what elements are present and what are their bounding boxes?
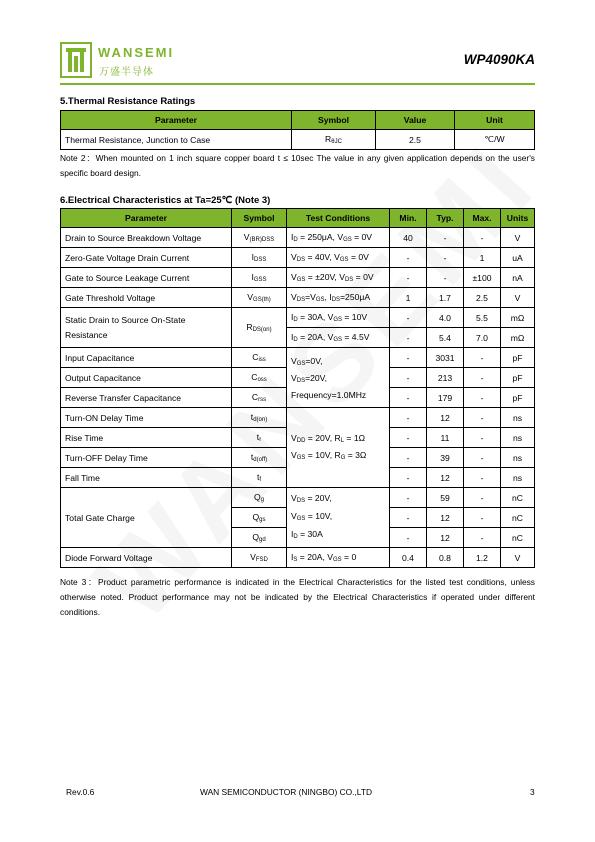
col-max: Max. bbox=[464, 209, 501, 228]
brand-name: WANSEMI bbox=[98, 45, 175, 60]
typ-cell: 39 bbox=[427, 448, 464, 468]
unit-cell: nC bbox=[501, 528, 535, 548]
col-parameter: Parameter bbox=[61, 111, 292, 130]
condition-cell: $V_{GS} = \pm 20V$, $V_{DS} = 0V$ bbox=[287, 268, 390, 288]
footer-page-number: 3 bbox=[530, 787, 535, 797]
symbol-cell: $C_{oss}$ bbox=[232, 368, 287, 388]
parameter-cell: Zero-Gate Voltage Drain Current bbox=[61, 248, 232, 268]
unit-cell: V bbox=[501, 288, 535, 308]
unit-cell: nC bbox=[501, 508, 535, 528]
min-cell: - bbox=[390, 308, 427, 328]
col-units: Units bbox=[501, 209, 535, 228]
unit-cell: pF bbox=[501, 388, 535, 408]
max-cell: 2.5 bbox=[464, 288, 501, 308]
unit-cell: ns bbox=[501, 468, 535, 488]
symbol-cell: $V_{(BR)DSS}$ bbox=[232, 228, 287, 248]
parameter-cell: Static Drain to Source On-State Resistance bbox=[61, 308, 232, 348]
unit-cell: mΩ bbox=[501, 328, 535, 348]
table-row bbox=[61, 288, 535, 308]
typ-cell: 213 bbox=[427, 368, 464, 388]
unit-cell: ns bbox=[501, 428, 535, 448]
max-cell: - bbox=[464, 388, 501, 408]
max-cell: - bbox=[464, 228, 501, 248]
table-row bbox=[61, 268, 535, 288]
col-typ: Typ. bbox=[427, 209, 464, 228]
min-cell: - bbox=[390, 348, 427, 368]
parameter-cell: Total Gate Charge bbox=[61, 488, 232, 548]
max-cell: ±100 bbox=[464, 268, 501, 288]
min-cell: - bbox=[390, 528, 427, 548]
max-cell: - bbox=[464, 448, 501, 468]
typ-cell: - bbox=[427, 248, 464, 268]
symbol-cell: $t_f$ bbox=[232, 468, 287, 488]
condition-cell: $I_S = 20A$, $V_{GS} = 0$ bbox=[287, 548, 390, 568]
note-3: Note 3：Product parametric performance is indicated in the Electrical Characteristics for the listed test conditions, unless otherwise noted. Product performance may not be indicated by the Electrical Characteristics if operated under different conditions. bbox=[60, 577, 535, 617]
symbol-cell: $I_{GSS}$ bbox=[232, 268, 287, 288]
typ-cell: 0.8 bbox=[427, 548, 464, 568]
thermal-section-title: 5.Thermal Resistance Ratings bbox=[60, 96, 196, 107]
typ-cell: 179 bbox=[427, 388, 464, 408]
table-row bbox=[61, 248, 535, 268]
parameter-cell: Diode Forward Voltage bbox=[61, 548, 232, 568]
table-row bbox=[61, 548, 535, 568]
max-cell: - bbox=[464, 528, 501, 548]
col-parameter: Parameter bbox=[61, 209, 232, 228]
condition-cell: $V_{GS}=0V$, $V_{DS}=20V$, Frequency=1.0MHz bbox=[287, 348, 390, 408]
typ-cell: 1.7 bbox=[427, 288, 464, 308]
unit-cell: V bbox=[501, 548, 535, 568]
brand-name-cn: 万盛半导体 bbox=[99, 67, 154, 78]
condition-cell: $V_{DD} = 20V$, $R_L = 1\Omega$ $V_{GS} = 10V$, $R_G = 3\Omega$ bbox=[287, 408, 390, 488]
min-cell: - bbox=[390, 408, 427, 428]
note-2: Note 2：When mounted on 1 inch square copper board t ≤ 10sec The value in any given application depends on the user's specific board design. bbox=[60, 153, 535, 178]
symbol-cell: $R_{DS(on)}$ bbox=[232, 308, 287, 348]
typ-cell: 12 bbox=[427, 528, 464, 548]
condition-cell: $I_D = 250\mu A$, $V_{GS} = 0V$ bbox=[287, 228, 390, 248]
footer-revision: Rev.0.6 bbox=[66, 787, 95, 797]
min-cell: - bbox=[390, 368, 427, 388]
unit-cell: mΩ bbox=[501, 308, 535, 328]
symbol-cell: $t_r$ bbox=[232, 428, 287, 448]
col-unit: Unit bbox=[455, 111, 535, 130]
max-cell: 1.2 bbox=[464, 548, 501, 568]
min-cell: - bbox=[390, 328, 427, 348]
min-cell: - bbox=[390, 468, 427, 488]
typ-cell: 3031 bbox=[427, 348, 464, 368]
parameter-cell: Turn-ON Delay Time bbox=[61, 408, 232, 428]
parameter-cell: Input Capacitance bbox=[61, 348, 232, 368]
typ-cell: 11 bbox=[427, 428, 464, 448]
footer-company: WAN SEMICONDUCTOR (NINGBO) CO.,LTD bbox=[200, 787, 372, 797]
symbol-cell: $V_{GS(th)}$ bbox=[232, 288, 287, 308]
min-cell: - bbox=[390, 268, 427, 288]
col-symbol: Symbol bbox=[232, 209, 287, 228]
parameter-cell: Gate to Source Leakage Current bbox=[61, 268, 232, 288]
condition-cell: $I_D = 30A$, $V_{GS} = 10V$ bbox=[287, 308, 390, 328]
header-rule bbox=[60, 83, 535, 85]
symbol-cell: $t_{d(off)}$ bbox=[232, 448, 287, 468]
col-min: Min. bbox=[390, 209, 427, 228]
max-cell: 5.5 bbox=[464, 308, 501, 328]
table-row bbox=[61, 408, 535, 428]
table-row bbox=[61, 228, 535, 248]
wansemi-logo-icon bbox=[60, 42, 92, 78]
symbol-cell: $C_{iss}$ bbox=[232, 348, 287, 368]
min-cell: - bbox=[390, 428, 427, 448]
symbol-cell: $V_{FSD}$ bbox=[232, 548, 287, 568]
symbol-cell: $Q_{gs}$ bbox=[232, 508, 287, 528]
max-cell: - bbox=[464, 508, 501, 528]
parameter-cell: Drain to Source Breakdown Voltage bbox=[61, 228, 232, 248]
max-cell: - bbox=[464, 468, 501, 488]
symbol-cell: $t_{d(on)}$ bbox=[232, 408, 287, 428]
max-cell: - bbox=[464, 428, 501, 448]
parameter-cell: Gate Threshold Voltage bbox=[61, 288, 232, 308]
min-cell: - bbox=[390, 388, 427, 408]
min-cell: - bbox=[390, 448, 427, 468]
unit-cell: nC bbox=[501, 488, 535, 508]
max-cell: - bbox=[464, 488, 501, 508]
electrical-section-title: 6.Electrical Characteristics at Ta=25℃ (Note 3) bbox=[60, 195, 271, 206]
min-cell: 0.4 bbox=[390, 548, 427, 568]
max-cell: 1 bbox=[464, 248, 501, 268]
unit-cell: ns bbox=[501, 448, 535, 468]
unit-cell: nA bbox=[501, 268, 535, 288]
typ-cell: 12 bbox=[427, 508, 464, 528]
unit-cell: pF bbox=[501, 348, 535, 368]
min-cell: 1 bbox=[390, 288, 427, 308]
condition-cell: $I_D = 20A$, $V_{GS} = 4.5V$ bbox=[287, 328, 390, 348]
max-cell: - bbox=[464, 348, 501, 368]
typ-cell: 59 bbox=[427, 488, 464, 508]
symbol-cell: $Q_g$ bbox=[232, 488, 287, 508]
unit-cell: V bbox=[501, 228, 535, 248]
table-row bbox=[61, 130, 535, 150]
symbol-cell: $Q_{gd}$ bbox=[232, 528, 287, 548]
parameter-cell: Thermal Resistance, Junction to Case bbox=[61, 130, 292, 150]
table-row bbox=[61, 348, 535, 368]
unit-cell: uA bbox=[501, 248, 535, 268]
typ-cell: 4.0 bbox=[427, 308, 464, 328]
parameter-cell: Rise Time bbox=[61, 428, 232, 448]
min-cell: - bbox=[390, 508, 427, 528]
symbol-cell: $C_{rss}$ bbox=[232, 388, 287, 408]
symbol-cell: $R_{\theta JC}$ bbox=[292, 130, 376, 150]
typ-cell: 12 bbox=[427, 408, 464, 428]
min-cell: - bbox=[390, 248, 427, 268]
col-value: Value bbox=[376, 111, 455, 130]
parameter-cell: Output Capacitance bbox=[61, 368, 232, 388]
page-header bbox=[60, 42, 535, 82]
parameter-cell: Reverse Transfer Capacitance bbox=[61, 388, 232, 408]
electrical-table bbox=[60, 208, 535, 568]
parameter-cell: Fall Time bbox=[61, 468, 232, 488]
typ-cell: 12 bbox=[427, 468, 464, 488]
unit-cell: ℃/W bbox=[455, 130, 535, 150]
unit-cell: pF bbox=[501, 368, 535, 388]
condition-cell: $V_{DS}=V_{GS}$, $I_{DS}=250\mu A$ bbox=[287, 288, 390, 308]
part-number: WP4090KA bbox=[463, 52, 535, 67]
thermal-table bbox=[60, 110, 535, 150]
max-cell: - bbox=[464, 368, 501, 388]
table-row bbox=[61, 488, 535, 508]
unit-cell: ns bbox=[501, 408, 535, 428]
typ-cell: 5.4 bbox=[427, 328, 464, 348]
max-cell: 7.0 bbox=[464, 328, 501, 348]
condition-cell: $V_{DS} = 20V$, $V_{GS} = 10V$, $I_D = 30A$ bbox=[287, 488, 390, 548]
value-cell: 2.5 bbox=[376, 130, 455, 150]
max-cell: - bbox=[464, 408, 501, 428]
col-symbol: Symbol bbox=[292, 111, 376, 130]
table-row bbox=[61, 308, 535, 328]
parameter-cell: Turn-OFF Delay Time bbox=[61, 448, 232, 468]
typ-cell: - bbox=[427, 268, 464, 288]
min-cell: - bbox=[390, 488, 427, 508]
col-test-conditions: Test Conditions bbox=[287, 209, 390, 228]
condition-cell: $V_{DS} = 40V$, $V_{GS} = 0V$ bbox=[287, 248, 390, 268]
min-cell: 40 bbox=[390, 228, 427, 248]
typ-cell: - bbox=[427, 228, 464, 248]
symbol-cell: $I_{DSS}$ bbox=[232, 248, 287, 268]
